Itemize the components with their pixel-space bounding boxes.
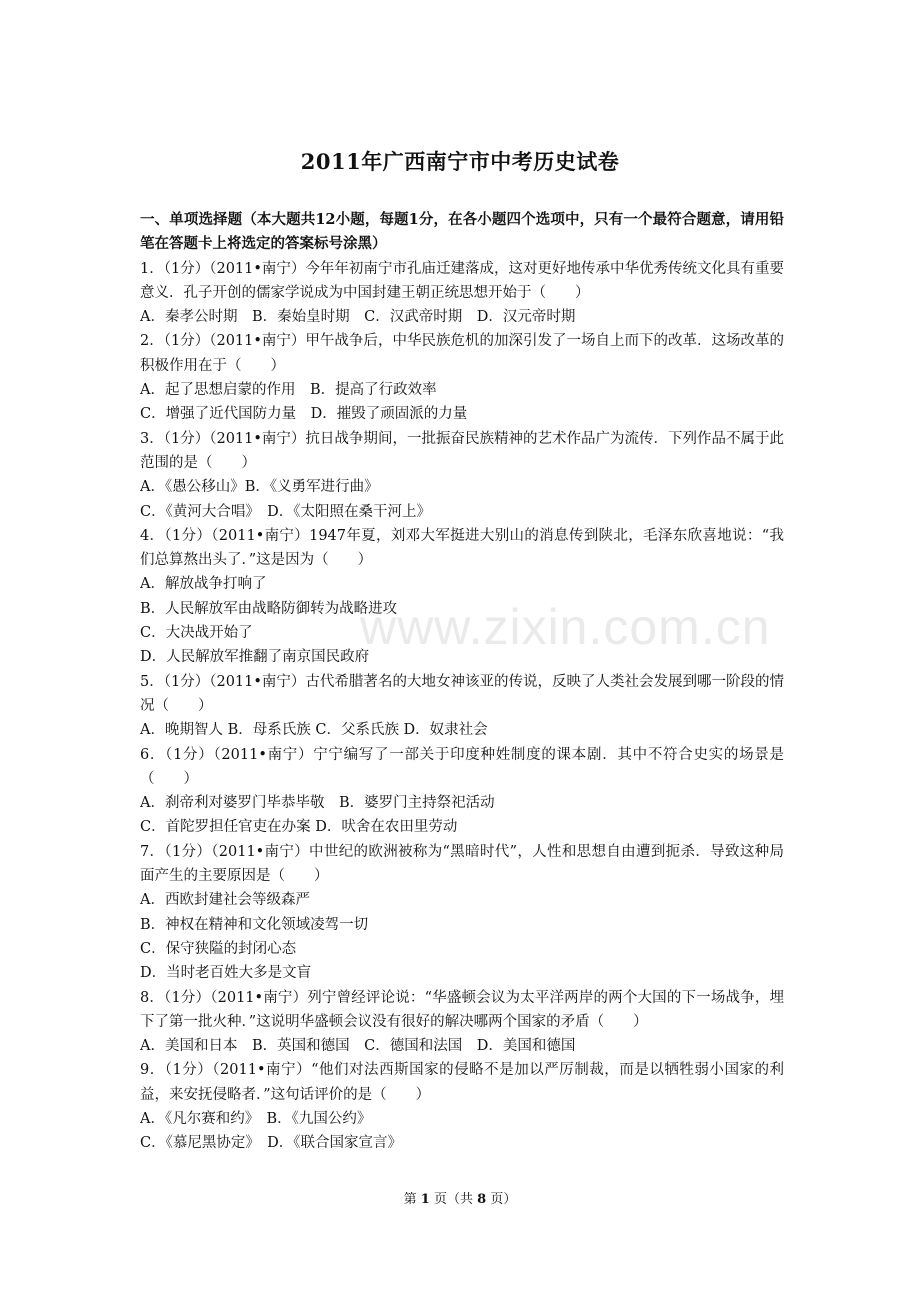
question-item (140, 1058, 784, 1155)
question-stem: 4．（1分）（2011•南宁）1947年夏，刘邓大军挺进大别山的消息传到陕北，毛泽东欣喜地说：“我们总算熬出头了．”这是因为（ ） (140, 527, 784, 569)
answer-options: C．《慕尼黑协定》 D．《联合国家宣言》 (140, 1135, 402, 1152)
question-item (140, 329, 784, 426)
answer-options: C．保守狭隘的封闭心态 (140, 940, 297, 957)
watermark: www.zixin.com.cn (360, 599, 771, 655)
question-stem: 6．（1分）（2011•南宁）宁宁编写了一部关于印度种姓制度的课本剧．其中不符合史实的场景是（ ） (140, 746, 784, 787)
answer-options: C．增强了近代国防力量 D．摧毁了顽固派的力量 (140, 406, 468, 423)
document-title: 2011年广西南宁市中考历史试卷 (300, 149, 620, 174)
document-body (140, 208, 784, 1156)
answer-options: A．《愚公移山》B．《义勇军进行曲》 (140, 479, 379, 496)
footer-total-pages: 8 (477, 1192, 487, 1207)
answer-options: A．解放战争打响了 (140, 576, 267, 593)
question-stem: 2．（1分）（2011•南宁）甲午战争后，中华民族危机的加深引发了一场自上而下的改革．这场改革的积极作用在于（ ） (140, 333, 784, 374)
question-stem: 8．（1分）（2011•南宁）列宁曾经评论说：“华盛顿会议为太平洋两岸的两个大国的下一场战争，埋下了第一批火种．”这说明华盛顿会议没有很好的解决哪两个国家的矛盾（ ） (140, 989, 784, 1030)
answer-options: C．首陀罗担任官吏在办案 D．吠舍在农田里劳动 (140, 819, 458, 836)
answer-options: A．《凡尔赛和约》 B．《九国公约》 (140, 1110, 372, 1127)
answer-options: B．人民解放军由战略防御转为战略进攻 (140, 600, 398, 617)
question-list (140, 257, 784, 1156)
footer-suffix: 页） (490, 1192, 517, 1207)
question-stem: 5．（1分）（2011•南宁）古代希腊著名的大地女神该亚的传说，反映了人类社会发展到哪一阶段的情况（ ） (140, 673, 784, 714)
question-item (140, 986, 784, 1059)
page-footer (0, 1188, 920, 1207)
question-item (140, 524, 784, 670)
answer-options: C．大决战开始了 (140, 625, 253, 642)
question-item (140, 670, 784, 743)
answer-options: D．人民解放军推翻了南京国民政府 (140, 649, 370, 666)
answer-options: A．秦孝公时期 B．秦始皇时期 C．汉武帝时期 D．汉元帝时期 (140, 309, 576, 326)
question-item (140, 427, 784, 524)
answer-options: C．《黄河大合唱》 D．《太阳照在桑干河上》 (140, 503, 431, 520)
question-stem: 9．（1分）（2011•南宁）“他们对法西斯国家的侵略不是加以严厉制裁，而是以牺牲弱小国家的利益，来安抚侵略者．”这句话评价的是（ ） (140, 1062, 784, 1103)
answer-options: B．神权在精神和文化领域凌驾一切 (140, 916, 369, 933)
footer-middle: 页（共 (433, 1192, 473, 1207)
section-heading: 一、单项选择题（本大题共12小题，每题1分，在各小题四个选项中，只有一个最符合题意，请用铅笔在答题卡上将选定的答案标号涂黑） (140, 211, 784, 253)
answer-options: D．当时老百姓大多是文盲 (140, 965, 312, 982)
footer-prefix: 第 (403, 1192, 417, 1207)
answer-options: A．起了思想启蒙的作用 B．提高了行政效率 (140, 382, 437, 399)
footer-page-number: 1 (420, 1192, 430, 1207)
question-item (140, 257, 784, 330)
question-item (140, 840, 784, 986)
answer-options: A．刹帝利对婆罗门毕恭毕敬 B．婆罗门主持祭祀活动 (140, 795, 495, 812)
question-stem: 7．（1分）（2011•南宁）中世纪的欧洲被称为“黑暗时代”，人性和思想自由遭到扼杀．导致这种局面产生的主要原因是（ ） (140, 843, 784, 885)
question-item (140, 743, 784, 840)
answer-options: A．美国和日本 B．英国和德国 C．德国和法国 D．美国和德国 (140, 1038, 576, 1055)
question-stem: 1．（1分）（2011•南宁）今年年初南宁市孔庙迁建落成，这对更好地传承中华优秀传统文化具有重要意义．孔子开创的儒家学说成为中国封建王朝正统思想开始于（ ） (140, 260, 784, 301)
question-stem: 3．（1分）（2011•南宁）抗日战争期间，一批振奋民族精神的艺术作品广为流传．下列作品不属于此范围的是（ ） (140, 430, 784, 471)
answer-options: A．晚期智人 B．母系氏族 C．父系氏族 D．奴隶社会 (140, 722, 488, 739)
answer-options: A．西欧封建社会等级森严 (140, 892, 310, 909)
